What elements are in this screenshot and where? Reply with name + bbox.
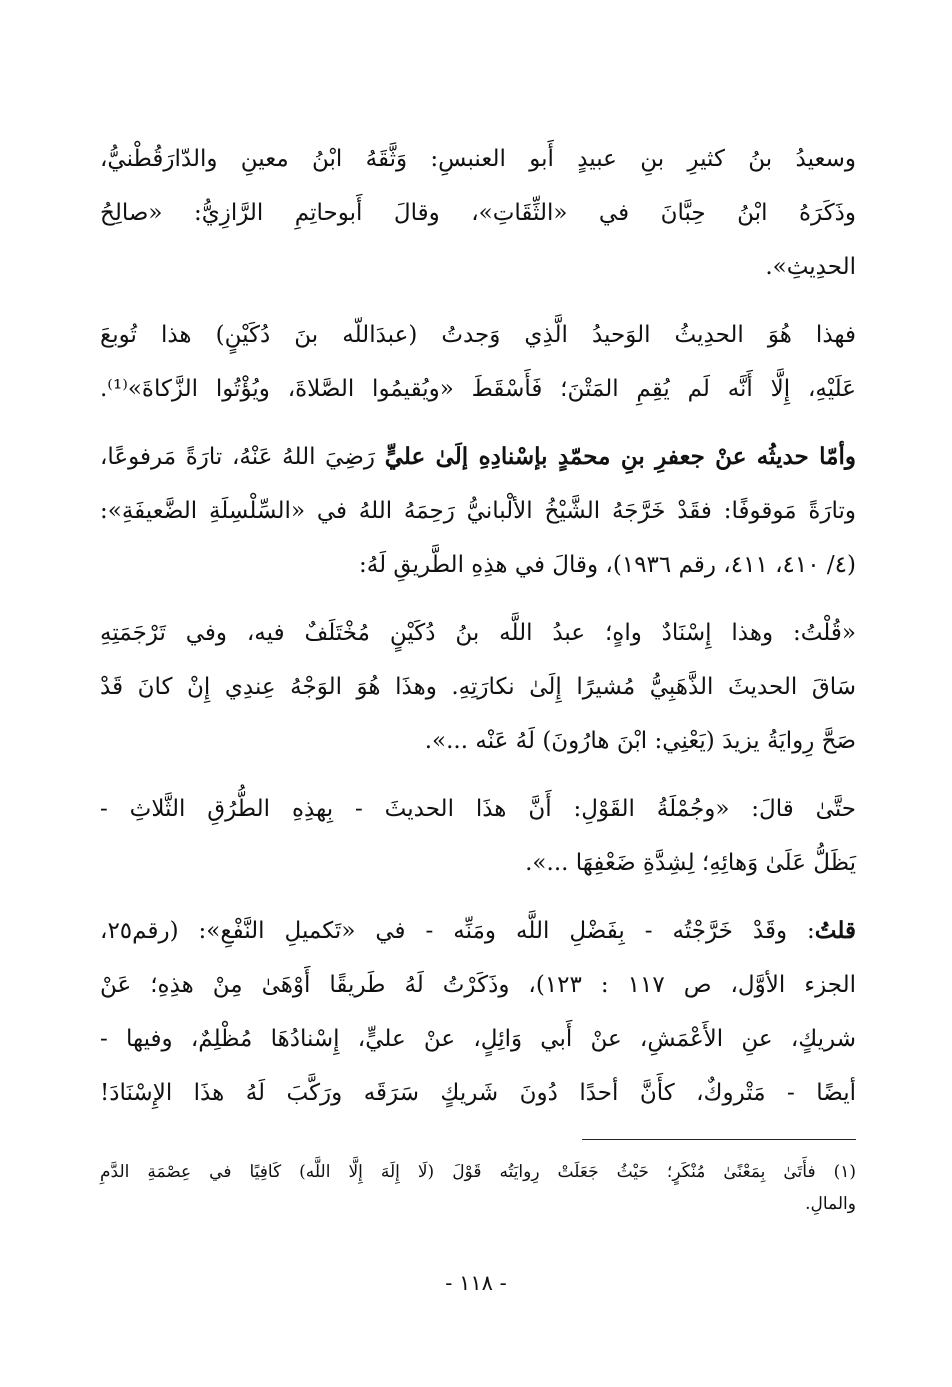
text-line: «قُلْتُ: وهذا إِسْنَادٌ واهٍ؛ عبدُ اللَّه بنُ دُكَيْنٍ مُخْتَلَفٌ فيه، وفي تَرْجَمَتِهِ — [100, 620, 856, 646]
text-line: حتَّىٰ قالَ: «وجُمْلَةُ القَوْلِ: أَنَّ هذَا الحديثَ - بِهذِهِ الطُّرُقِ الثَّلاثِ - — [100, 796, 856, 822]
text-line: فهذا هُوَ الحدِيثُ الوَحيدُ الَّذِي وَجدتُ (عبدَاللّه بنَ دُكَيْنٍ) هذا تُوبعَ — [100, 322, 856, 348]
text-line: عَلَيْهِ، إِلَّا أَنَّه لَم يُقِمِ المَتْنَ؛ فَأَسْقَطَ «ويُقيمُوا الصَّلاةَ، ويُؤْتُوا الزَّكاةَ»⁽¹⁾. — [100, 376, 856, 402]
bold-lead: قلتُ — [814, 917, 856, 944]
text-line: وتارَةً مَوقوفًا: فقَدْ خَرَّجَهُ الشَّيْخُ الألْبانيُّ رَحِمَهُ اللهُ في «السِّلْسِلَةِ الضَّعيفَةِ»: — [100, 498, 856, 524]
paragraph-1 — [100, 132, 856, 294]
text-line: وذَكَرَهُ ابْنُ حِبَّانَ في «الثِّقَاتِ»، وقالَ أَبوحاتِمِ الرَّازِيُّ: «صالِحُ — [100, 200, 856, 226]
footnote-line: (١) فأَتَىٰ بِمَعْنًىٰ مُنْكَرٍ؛ حَيْثُ جَعَلَتْ رِوايَتُه قَوْلَ (لَا إِلَهَ إِلَّا اللَّه) كَافِيًا في عِصْمَةِ الدَّمِ — [100, 1162, 856, 1182]
text-line: أيضًا - مَتْروكٌ، كأَنَّ أحدًا دُونَ شَريكٍ سَرَقَه ورَكَّبَ لَهُ هذَا الإِسْنَادَ! — [100, 1080, 856, 1106]
main-text — [100, 132, 856, 1120]
text-line: سَاقَ الحديثَ الذَّهَبِيُّ مُشيرًا إِلَىٰ نكارَتِهِ. وهذَا هُوَ الوَجْهُ عِندِي إِنْ كانَ قَدْ — [100, 674, 856, 700]
paragraph-6 — [100, 904, 856, 1120]
footnote — [100, 1156, 856, 1220]
text-line: وسعيدُ بنُ كثيرِ بنِ عبيدٍ أَبو العنبسِ: وَثَّقَهُ ابْنُ معينِ والدّارَقُطْنيُّ، — [100, 146, 856, 172]
text-line: شريكٍ، عنِ الأَعْمَشِ، عنْ أَبي وَائِلٍ، عنْ عليٍّ، إِسْنادُهَا مُظْلِمٌ، وفيها - — [100, 1026, 856, 1052]
footnote-divider — [582, 1139, 856, 1140]
text-line — [100, 430, 856, 484]
paragraph-2 — [100, 308, 856, 416]
text-line: الحدِيثِ». — [765, 254, 856, 280]
paragraph-3 — [100, 430, 856, 592]
text-line: صَحَّ رِوايَةُ يزيدَ (يَعْنِي: ابْنَ هارُونَ) لَهُ عَنْه ...». — [424, 728, 856, 754]
paragraph-5 — [100, 782, 856, 890]
text-line: الجزء الأوَّل، ص ١١٧ : ١٢٣)، وذَكَرْتُ لَهُ طَريقًا أَوْهَىٰ مِنْ هذِهِ؛ عَنْ — [100, 972, 856, 998]
text-run: : وقَدْ خَرَّجْتُه - بِفَضْلِ اللَّه ومَنِّه - في «تَكميلِ النَّفْعِ»: (رقم٢٥، — [100, 918, 815, 944]
text-line: (٤/ ٤١٠، ٤١١، رقم ١٩٣٦)، وقالَ في هذِهِ الطَّريقِ لَهُ: — [359, 552, 856, 578]
text-line: يَظَلُّ عَلَىٰ وَهائِهِ؛ لِشِدَّةِ ضَعْفِهَا ...». — [525, 850, 856, 876]
paragraph-4-quotation — [100, 606, 856, 768]
footnote-line: والمالِ. — [805, 1194, 856, 1214]
text-run: رَضِيَ اللهُ عَنْهُ، تارَةً مَرفوعًا، — [100, 444, 385, 470]
bold-lead: وأمّا حديثُه عنْ جعفرِ بنِ محمّدٍ بإسْنادِهِ إلَىٰ عليٍّ — [384, 443, 856, 470]
text-line — [100, 904, 856, 958]
page-number: - ١١٨ - — [445, 1271, 507, 1295]
